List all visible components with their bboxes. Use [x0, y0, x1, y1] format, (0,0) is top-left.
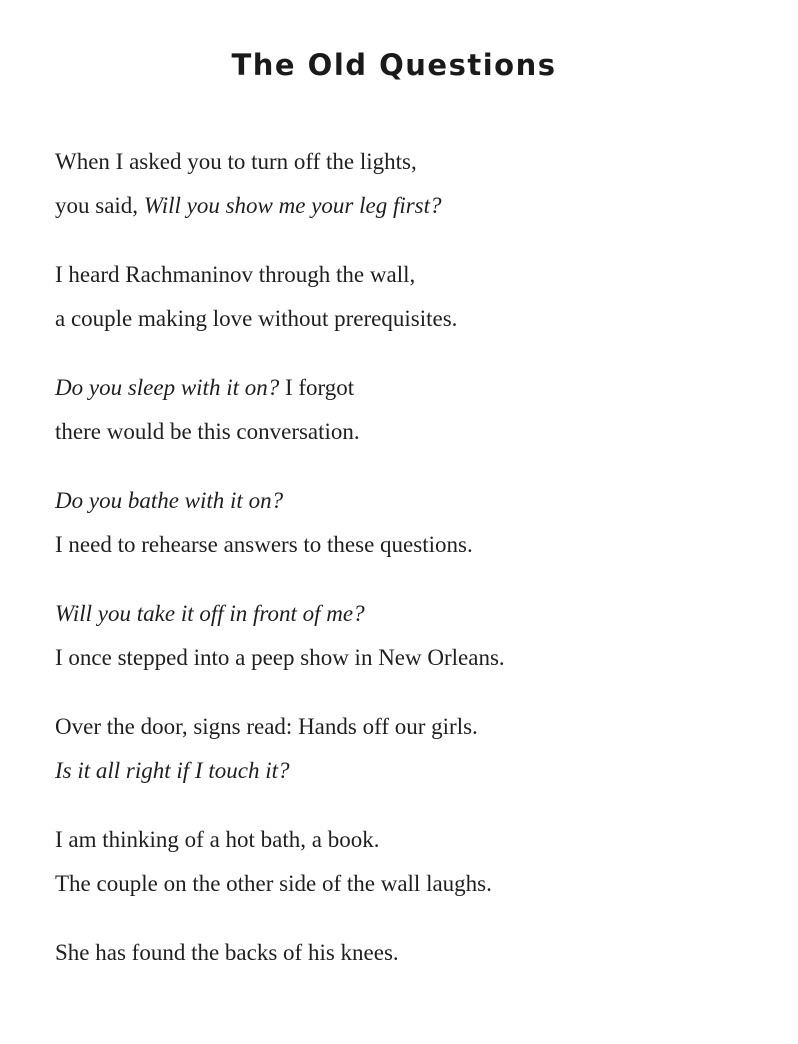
stanza-6: [55, 705, 755, 818]
poem-line: When I asked you to turn off the lights,: [55, 149, 417, 174]
poem-line: [55, 184, 755, 228]
italic-question: Is it all right if I touch it?: [55, 758, 290, 783]
poem-line: [55, 366, 755, 410]
stanza-8: [55, 931, 755, 1044]
poem-title: The Old Questions: [231, 48, 557, 82]
italic-question: Will you take it off in front of me?: [55, 601, 365, 626]
poem-line: [55, 749, 755, 793]
stanza-5: [55, 592, 755, 705]
stanza-1: [55, 140, 755, 253]
poem-line: I need to rehearse answers to these questions.: [55, 532, 473, 557]
stanza-2: [55, 253, 755, 366]
italic-question: Do you bathe with it on?: [55, 488, 284, 513]
poem-line: a couple making love without prerequisites.: [55, 306, 458, 331]
poem-line: [55, 592, 755, 636]
poem-line: I once stepped into a peep show in New Orleans.: [55, 645, 505, 670]
poem-line: Over the door, signs read: Hands off our girls.: [55, 714, 478, 739]
poem-line: there would be this conversation.: [55, 419, 360, 444]
poem-line: The couple on the other side of the wall laughs.: [55, 871, 492, 896]
italic-question: Do you sleep with it on?: [55, 375, 280, 400]
line-text: I forgot: [279, 375, 355, 400]
poem-body: [55, 140, 755, 1044]
poem-line: She has found the backs of his knees.: [55, 940, 399, 965]
line-text: you said,: [55, 193, 144, 218]
stanza-3: [55, 366, 755, 479]
poem-line: [55, 479, 755, 523]
poem-line: I heard Rachmaninov through the wall,: [55, 262, 416, 287]
italic-question: Will you show me your leg first?: [143, 193, 442, 218]
stanza-7: [55, 818, 755, 931]
poem-line: I am thinking of a hot bath, a book.: [55, 827, 380, 852]
stanza-4: [55, 479, 755, 592]
